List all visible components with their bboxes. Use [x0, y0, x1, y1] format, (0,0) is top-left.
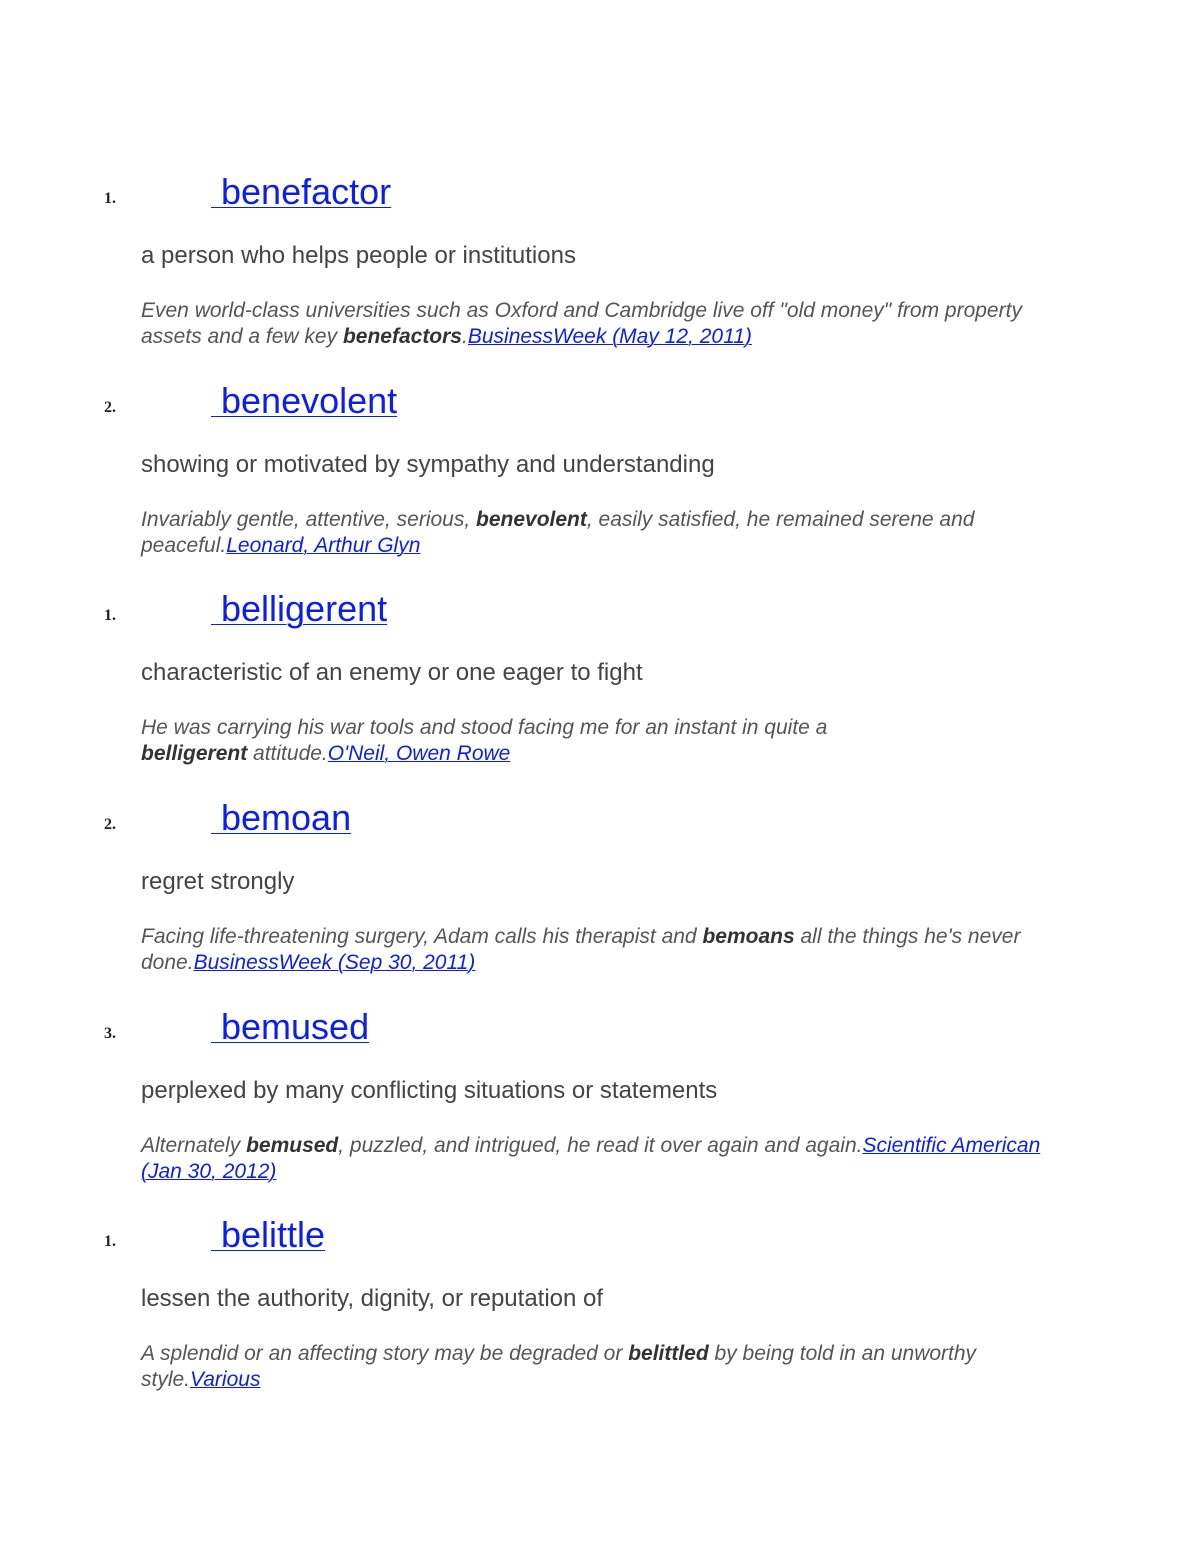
- example-text: Invariably gentle, attentive, serious,: [141, 508, 477, 531]
- word-link[interactable]: bemused: [211, 1006, 370, 1047]
- word-link[interactable]: benevolent: [211, 380, 398, 421]
- example-keyword: benevolent: [476, 508, 587, 531]
- example-keyword: belittled: [628, 1342, 709, 1365]
- example-text: Even world-class universities such as Oxford and Cambridge live off "old money" from property assets and a few key: [141, 299, 1022, 348]
- word-link[interactable]: bemoan: [211, 797, 352, 838]
- source-link[interactable]: Leonard, Arthur Glyn: [226, 534, 421, 557]
- example-keyword: bemoans: [702, 925, 795, 948]
- example-text: He was carrying his war tools and stood facing me for an instant in quite a: [141, 716, 828, 739]
- source-link[interactable]: O'Neil, Owen Rowe: [327, 742, 511, 765]
- definition-text: regret strongly: [141, 868, 295, 895]
- example-text: all the things he's never done.: [141, 925, 1021, 974]
- example-sentence: [141, 507, 1051, 559]
- definition-text: characteristic of an enemy or one eager to fight: [141, 659, 643, 686]
- source-link[interactable]: BusinessWeek (May 12, 2011): [467, 325, 752, 348]
- example-text: .: [462, 325, 468, 348]
- list-number: 1.: [104, 1233, 116, 1250]
- example-sentence: [141, 715, 881, 767]
- list-number: 1.: [104, 607, 116, 624]
- list-number: 3.: [104, 1025, 116, 1042]
- word-link[interactable]: belligerent: [211, 588, 388, 629]
- definition-text: a person who helps people or institutions: [141, 242, 576, 269]
- example-text: , easily satisfied, he remained serene and peaceful.: [141, 508, 975, 557]
- list-number: 1.: [104, 190, 116, 207]
- example-keyword: benefactors: [342, 325, 462, 348]
- example-sentence: [141, 1133, 1051, 1185]
- list-number: 2.: [104, 816, 116, 833]
- example-keyword: bemused: [246, 1134, 339, 1157]
- example-text: Facing life-threatening surgery, Adam calls his therapist and: [141, 925, 703, 948]
- example-sentence: [141, 1341, 1051, 1393]
- example-text: , puzzled, and intrigued, he read it over again and again.: [338, 1134, 863, 1157]
- word-link[interactable]: benefactor: [211, 171, 392, 212]
- example-text: A splendid or an affecting story may be degraded or: [141, 1342, 629, 1365]
- example-sentence: [141, 924, 1051, 976]
- source-link[interactable]: Various: [190, 1368, 261, 1391]
- example-keyword: belligerent: [141, 742, 248, 765]
- definition-text: lessen the authority, dignity, or reputation of: [141, 1285, 604, 1312]
- word-link[interactable]: belittle: [211, 1214, 326, 1255]
- source-link[interactable]: BusinessWeek (Sep 30, 2011): [193, 951, 476, 974]
- definition-text: showing or motivated by sympathy and understanding: [141, 451, 715, 478]
- example-sentence: [141, 298, 1051, 350]
- example-text: Alternately: [141, 1134, 247, 1157]
- definition-text: perplexed by many conflicting situations or statements: [141, 1077, 718, 1104]
- list-number: 2.: [104, 399, 116, 416]
- example-text: attitude.: [247, 742, 328, 765]
- example-text: by being told in an unworthy style.: [141, 1342, 977, 1391]
- source-link[interactable]: Scientific American (Jan 30, 2012): [141, 1134, 1041, 1183]
